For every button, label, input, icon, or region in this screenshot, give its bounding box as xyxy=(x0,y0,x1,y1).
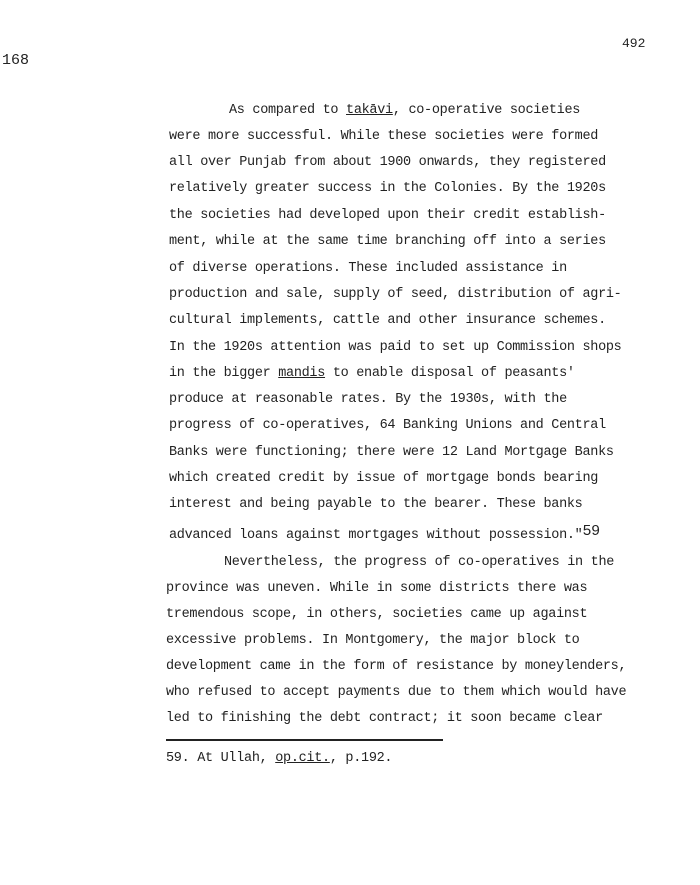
text-line: ment, while at the same time branching off into a series xyxy=(169,234,606,249)
text-line: tremendous scope, in others, societies came up against xyxy=(166,607,588,622)
text-line: Banks were functioning; there were 12 Land Mortgage Banks xyxy=(169,445,614,460)
page-number-right: 492 xyxy=(622,36,646,51)
text-line: produce at reasonable rates. By the 1930s, with the xyxy=(169,392,567,407)
text-segment: in the bigger xyxy=(169,366,279,381)
page-number-left: 168 xyxy=(2,52,30,69)
text-line: who refused to accept payments due to them which would have xyxy=(166,685,627,700)
text-line: were more successful. While these societies were formed xyxy=(169,129,599,144)
text-line: Nevertheless, the progress of co-operatives in the xyxy=(224,555,615,570)
text-line: all over Punjab from about 1900 onwards, they registered xyxy=(169,155,606,170)
text-line: led to finishing the debt contract; it soon became clear xyxy=(166,711,603,726)
text-line: which created credit by issue of mortgage bonds bearing xyxy=(169,471,599,486)
underlined-term: takāvi xyxy=(346,103,393,118)
text-line: cultural implements, cattle and other insurance schemes. xyxy=(169,313,606,328)
footnote-rule xyxy=(166,739,443,741)
text-line: the societies had developed upon their credit establish- xyxy=(169,208,606,223)
underlined-term: mandis xyxy=(278,366,326,381)
text-line: production and sale, supply of seed, distribution of agri- xyxy=(169,287,622,302)
text-line: of diverse operations. These included assistance in xyxy=(169,261,567,276)
text-segment: 59. At Ullah, xyxy=(166,751,276,766)
citation-term: op.cit. xyxy=(275,751,330,766)
text-segment: to enable disposal of peasants' xyxy=(325,366,575,381)
text-line: In the 1920s attention was paid to set up Commission shops xyxy=(169,340,622,355)
text-segment: , co-operative societies xyxy=(392,103,581,118)
footnote xyxy=(166,751,392,766)
text-segment: advanced loans against mortgages without possession." xyxy=(169,528,583,543)
text-line: interest and being payable to the bearer. These banks xyxy=(169,497,583,512)
text-line: excessive problems. In Montgomery, the major block to xyxy=(166,633,580,648)
text-segment: , p.192. xyxy=(329,751,393,766)
text-line xyxy=(169,366,575,381)
text-line: relatively greater success in the Colonies. By the 1920s xyxy=(169,181,606,196)
text-line xyxy=(169,523,600,543)
footnote-marker: 59 xyxy=(582,523,600,540)
text-segment: As compared to xyxy=(229,103,347,118)
text-line xyxy=(229,103,580,118)
text-line: province was uneven. While in some districts there was xyxy=(166,581,588,596)
text-line: development came in the form of resistance by moneylenders, xyxy=(166,659,627,674)
text-line: progress of co-operatives, 64 Banking Unions and Central xyxy=(169,418,606,433)
